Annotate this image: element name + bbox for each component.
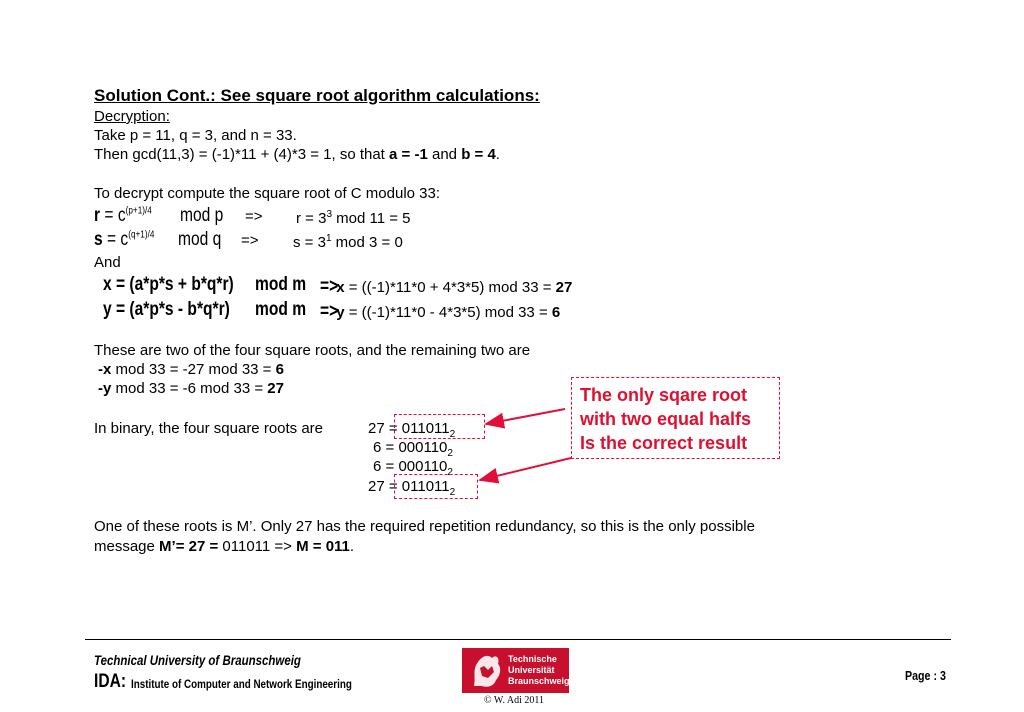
root-eq: = <box>381 439 399 456</box>
arrow-to-top-root <box>486 409 565 424</box>
root-eq: = <box>381 458 399 475</box>
root-bin: 000110 <box>398 439 448 456</box>
conclusion-line-2 <box>94 538 354 555</box>
s-result-pre: s = 3 <box>293 234 326 251</box>
neg-x-val: 6 <box>275 361 284 378</box>
conclusion-end: . <box>349 538 355 555</box>
root-dec: 6 <box>373 439 382 456</box>
logo-text <box>508 654 570 687</box>
logo-line: Braunschweig <box>508 676 570 686</box>
conclusion-line-1: One of these roots is M’. Only 27 has the required repetition redundancy, so this is the only possible <box>94 518 755 535</box>
root-base: 2 <box>447 467 453 478</box>
s-var: s <box>94 229 103 250</box>
r-eq: = c <box>100 205 126 226</box>
logo-line: Universität <box>508 665 555 675</box>
y-val: 6 <box>551 304 561 321</box>
r-result-exp: 3 <box>326 209 332 220</box>
compute-line: To decrypt compute the square root of C modulo 33: <box>94 185 441 202</box>
y-var: y <box>336 304 345 321</box>
r-var: r <box>94 205 101 226</box>
y-expr: = ((-1)*11*0 - 4*3*5) mod 33 = <box>344 304 552 321</box>
footer-institute-text: Institute of Computer and Network Engineering <box>131 677 352 691</box>
footer-ida-label: IDA: <box>94 671 127 692</box>
x-val: 27 <box>555 279 573 296</box>
s-eq: = c <box>102 229 129 250</box>
root-bin: 000110 <box>398 458 448 475</box>
callout-line: The only sqare root <box>580 385 748 405</box>
and-label: And <box>94 254 121 271</box>
r-result-pre: r = 3 <box>296 210 327 227</box>
r-result-post: mod 11 = 5 <box>332 210 411 227</box>
neg-x-var: -x <box>98 361 112 378</box>
root-dec: 27 <box>368 478 385 495</box>
r-exp: (p+1)/4 <box>125 205 152 217</box>
root-eq: = <box>384 478 402 495</box>
footer-university <box>94 652 346 668</box>
y-mod: mod m <box>255 299 307 320</box>
callout-line: Is the correct result <box>580 433 748 453</box>
callout-line: with two equal halfs <box>580 409 752 429</box>
root-base: 2 <box>449 487 456 498</box>
root-bin: 011011 <box>401 478 450 495</box>
footer-institute <box>131 677 400 691</box>
root-base: 2 <box>447 448 453 459</box>
conclusion-m: M = 011 <box>296 538 350 555</box>
conclusion-pre: message <box>94 538 160 555</box>
lion-crest-icon <box>466 648 506 693</box>
x-mod: mod m <box>255 274 307 295</box>
neg-y-var: -y <box>98 380 112 397</box>
footer-university-text: Technical University of Braunschweig <box>94 652 301 668</box>
callout-box <box>571 377 780 459</box>
decryption-label: Decryption: <box>94 108 170 125</box>
binary-intro: In binary, the four square roots are <box>94 420 324 437</box>
these-line: These are two of the four square roots, and the remaining two are <box>94 342 531 359</box>
s-result-post: mod 3 = 0 <box>331 234 403 251</box>
s-result-exp: 1 <box>325 233 332 244</box>
r-arrow: => <box>245 208 263 225</box>
gcd-b: b = 4 <box>461 146 496 163</box>
page-number-text: Page : 3 <box>905 668 946 683</box>
neg-x-rest: mod 33 = -27 mod 33 = <box>111 361 276 378</box>
page-title: Solution Cont.: See square root algorithm calculations: <box>94 86 540 105</box>
root-dec: 27 <box>368 420 385 437</box>
y-lhs: y = (a*p*s - b*q*r) <box>103 299 230 320</box>
neg-y-val: 27 <box>267 380 284 397</box>
conclusion-m-prime: M’= 27 = <box>159 538 223 555</box>
s-arrow: => <box>241 232 259 249</box>
x-arrow: => <box>320 276 339 297</box>
s-mod: mod q <box>178 229 222 250</box>
neg-y-rest: mod 33 = -6 mod 33 = <box>111 380 268 397</box>
copyright: © W. Adi 2011 <box>484 695 545 706</box>
take-line: Take p = 11, q = 3, and n = 33. <box>94 127 297 144</box>
y-arrow: => <box>320 301 339 322</box>
x-lhs: x = (a*p*s + b*q*r) <box>103 274 234 295</box>
university-logo <box>462 648 569 693</box>
gcd-a: a = -1 <box>389 146 428 163</box>
page-number <box>905 668 955 683</box>
gcd-end: . <box>495 146 500 163</box>
root-bin: 011011 <box>401 420 450 437</box>
conclusion-mid: 011011 => <box>222 538 297 555</box>
gcd-and: and <box>427 146 462 163</box>
root-dec: 6 <box>373 458 382 475</box>
root-base: 2 <box>449 429 456 440</box>
x-expr: = ((-1)*11*0 + 4*3*5) mod 33 = <box>344 279 556 296</box>
gcd-text: Then gcd(11,3) = (-1)*11 + (4)*3 = 1, so that <box>94 146 390 163</box>
s-exp: (q+1)/4 <box>128 229 155 241</box>
arrow-to-bottom-root <box>480 458 571 480</box>
r-mod: mod p <box>180 205 224 226</box>
x-var: x <box>336 279 345 296</box>
footer-divider <box>85 639 951 640</box>
footer-ida <box>94 671 133 693</box>
logo-line: Technische <box>508 654 557 664</box>
root-eq: = <box>384 420 402 437</box>
